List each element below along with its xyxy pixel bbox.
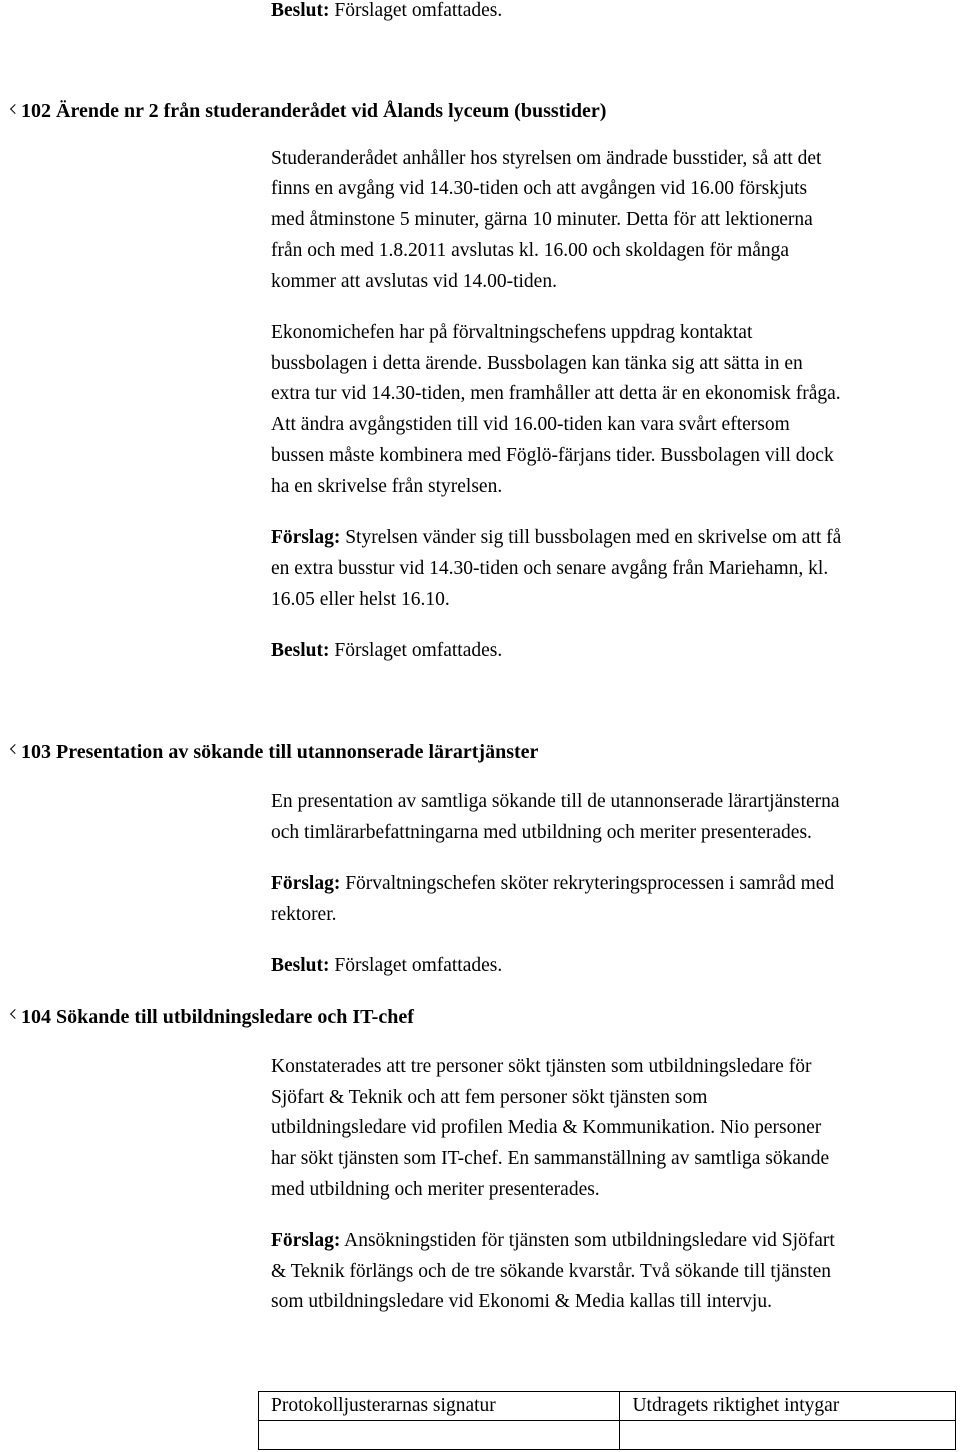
top-decision <box>271 1 502 21</box>
proposal-line: en extra busstur vid 14.30-tiden och senare avgång från Mariehamn, kl. <box>271 558 829 579</box>
paragraph-line: Att ändra avgångstiden till vid 16.00-tiden kan vara svårt eftersom <box>271 414 790 435</box>
heading-text: 103 Presentation av sökande till utannonserade lärartjänster <box>21 741 539 763</box>
beslut-text: Förslaget omfattades. <box>329 0 503 21</box>
decision-line <box>271 956 502 976</box>
paragraph-line: med åtminstone 5 minuter, gärna 10 minuter. Detta för att lektionerna <box>271 209 813 230</box>
bullet-arrow-icon <box>10 744 20 754</box>
beslut-label: Beslut: <box>271 955 330 976</box>
proposal-line <box>271 1231 835 1251</box>
proposal-text: Förvaltningschefen sköter rekryteringsprocessen i samråd med <box>340 873 835 894</box>
section-heading-104: 104 Sökande till utbildningsledare och IT-chef <box>21 1006 414 1028</box>
paragraph-line: har sökt tjänsten som IT-chef. En sammanställning av samtliga sökande <box>271 1148 830 1169</box>
beslut-label: Beslut: <box>271 0 330 21</box>
paragraph-line: finns en avgång vid 14.30-tiden och att avgången vid 16.00 förskjuts <box>271 178 808 199</box>
beslut-text: Förslaget omfattades. <box>329 640 503 661</box>
table-row <box>259 1421 956 1450</box>
forslag-label: Förslag: <box>271 1230 341 1251</box>
beslut-text: Förslaget omfattades. <box>329 955 503 976</box>
paragraph-line: utbildningsledare vid profilen Media & Kommunikation. Nio personer <box>271 1117 822 1138</box>
table-row <box>259 1392 956 1421</box>
decision-line <box>271 641 502 661</box>
beslut-label: Beslut: <box>271 640 330 661</box>
paragraph-line: från och med 1.8.2011 avslutas kl. 16.00 och skoldagen för många <box>271 240 790 261</box>
paragraph-line: kommer att avslutas vid 14.00-tiden. <box>271 271 557 292</box>
proposal-line <box>271 874 834 894</box>
section-heading-102: 102 Ärende nr 2 från studeranderådet vid Ålands lyceum (busstider) <box>21 100 607 122</box>
paragraph-line: Sjöfart & Teknik och att fem personer sökt tjänsten som <box>271 1087 708 1108</box>
paragraph-line: Studeranderådet anhåller hos styrelsen om ändrade busstider, så att det <box>271 148 822 169</box>
paragraph-line: extra tur vid 14.30-tiden, men framhåller att detta är en ekonomisk fråga. <box>271 383 841 404</box>
bullet-arrow-icon <box>10 104 20 114</box>
paragraph-line: bussbolagen i detta ärende. Bussbolagen kan tänka sig att sätta in en <box>271 353 803 374</box>
signature-cell-intygar: Utdragets riktighet intygar <box>620 1392 956 1421</box>
signature-table <box>258 1391 956 1450</box>
proposal-line: & Teknik förlängs och de tre sökande kvarstår. Två sökande till tjänsten <box>271 1261 832 1282</box>
proposal-line: 16.05 eller helst 16.10. <box>271 589 450 610</box>
paragraph-line: bussen måste kombinera med Föglö-färjans tider. Bussbolagen vill dock <box>271 445 834 466</box>
paragraph-line: En presentation av samtliga sökande till de utannonserade lärartjänsterna <box>271 791 840 812</box>
bullet-arrow-icon <box>10 1009 20 1019</box>
forslag-label: Förslag: <box>271 873 341 894</box>
proposal-line <box>271 528 841 548</box>
proposal-text: Styrelsen vänder sig till bussbolagen med en skrivelse om att få <box>340 527 842 548</box>
section-heading-103 <box>21 742 538 762</box>
signature-blank-cell[interactable] <box>259 1421 620 1450</box>
paragraph-line: Ekonomichefen har på förvaltningschefens uppdrag kontaktat <box>271 322 753 343</box>
signature-cell-protokolljusterare: Protokolljusterarnas signatur <box>259 1392 620 1421</box>
proposal-line: rektorer. <box>271 904 337 925</box>
paragraph-line: och timlärarbefattningarna med utbildning och meriter presenterades. <box>271 822 812 843</box>
paragraph-line: Konstaterades att tre personer sökt tjänsten som utbildningsledare för <box>271 1056 812 1077</box>
forslag-label: Förslag: <box>271 527 341 548</box>
paragraph-line: ha en skrivelse från styrelsen. <box>271 476 503 497</box>
proposal-line: som utbildningsledare vid Ekonomi & Media kallas till intervju. <box>271 1291 772 1312</box>
signature-blank-cell[interactable] <box>620 1421 956 1450</box>
paragraph-line: med utbildning och meriter presenterades. <box>271 1179 600 1200</box>
proposal-text: Ansökningstiden för tjänsten som utbildningsledare vid Sjöfart <box>340 1230 835 1251</box>
